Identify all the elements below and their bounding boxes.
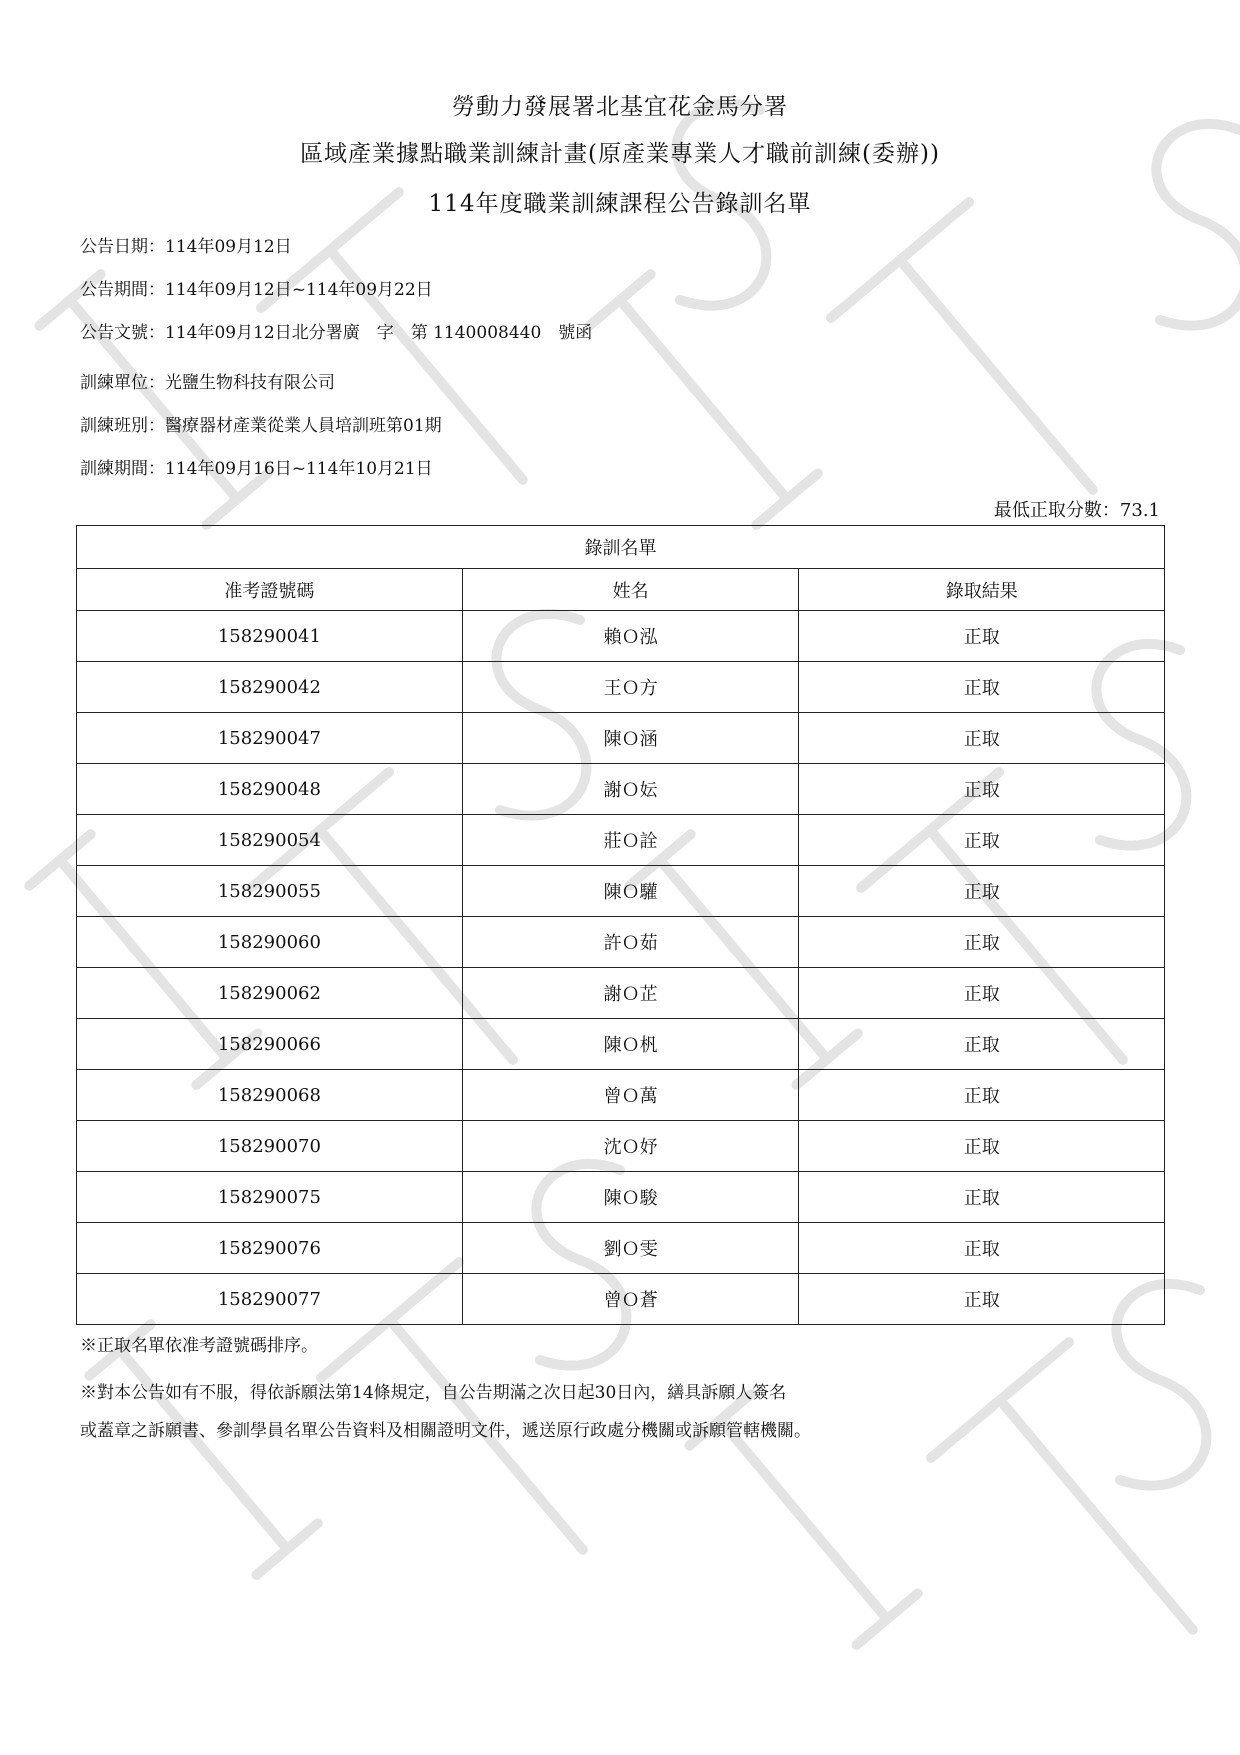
table-row (77, 1019, 1165, 1070)
appeal-note-line-1: ※對本公告如有不服，得依訴願法第14條規定，自公告期滿之次日起30日內，繕具訴願人簽名 (80, 1383, 787, 1403)
agency-title: 勞動力發展署北基宜花金馬分署 (452, 94, 788, 120)
table-row (77, 917, 1165, 968)
training-unit: 訓練單位：光鹽生物科技有限公司 (80, 373, 335, 393)
name-cell: 陳Ｏ驩 (462, 866, 799, 917)
program-title: 區域產業據點職業訓練計畫(原產業專業人才職前訓練(委辦)) (300, 141, 940, 167)
name-cell: 陳Ｏ駿 (462, 1172, 799, 1223)
name-cell: 曾Ｏ萬 (462, 1070, 799, 1121)
exam-number-cell: 158290076 (77, 1223, 463, 1274)
table-row (77, 1121, 1165, 1172)
result-cell: 正取 (799, 764, 1165, 815)
table-row (77, 1223, 1165, 1274)
minimum-score: 最低正取分數：73.1 (993, 500, 1160, 521)
table-row (77, 611, 1165, 662)
table-row (77, 1274, 1165, 1325)
table-row (77, 815, 1165, 866)
name-cell: 陳Ｏ杋 (462, 1019, 799, 1070)
exam-number-cell: 158290042 (77, 662, 463, 713)
name-cell: 謝Ｏ芷 (462, 968, 799, 1019)
training-class: 訓練班別：醫療器材產業從業人員培訓班第01期 (80, 416, 442, 436)
exam-number-cell: 158290077 (77, 1274, 463, 1325)
result-cell: 正取 (799, 611, 1165, 662)
exam-number-cell: 158290066 (77, 1019, 463, 1070)
name-cell: 莊Ｏ詮 (462, 815, 799, 866)
result-cell: 正取 (799, 1223, 1165, 1274)
result-cell: 正取 (799, 1121, 1165, 1172)
exam-number-cell: 158290075 (77, 1172, 463, 1223)
name-cell: 陳Ｏ涵 (462, 713, 799, 764)
name-cell: 沈Ｏ妤 (462, 1121, 799, 1172)
exam-number-cell: 158290054 (77, 815, 463, 866)
result-cell: 正取 (799, 713, 1165, 764)
table-row (77, 866, 1165, 917)
result-cell: 正取 (799, 662, 1165, 713)
header-exam-number: 准考證號碼 (77, 569, 463, 611)
table-row (77, 968, 1165, 1019)
result-cell: 正取 (799, 815, 1165, 866)
name-cell: 劉Ｏ雯 (462, 1223, 799, 1274)
exam-number-cell: 158290055 (77, 866, 463, 917)
training-period: 訓練期間：114年09月16日~114年10月21日 (80, 459, 433, 479)
table-row (77, 713, 1165, 764)
name-cell: 賴Ｏ泓 (462, 611, 799, 662)
result-cell: 正取 (799, 1172, 1165, 1223)
table-row (77, 764, 1165, 815)
announce-period: 公告期間：114年09月12日~114年09月22日 (80, 280, 433, 300)
exam-number-cell: 158290041 (77, 611, 463, 662)
exam-number-cell: 158290070 (77, 1121, 463, 1172)
table-row (77, 1172, 1165, 1223)
name-cell: 王Ｏ方 (462, 662, 799, 713)
name-cell: 許Ｏ茹 (462, 917, 799, 968)
exam-number-cell: 158290060 (77, 917, 463, 968)
exam-number-cell: 158290068 (77, 1070, 463, 1121)
sort-note: ※正取名單依准考證號碼排序。 (80, 1336, 318, 1356)
result-cell: 正取 (799, 866, 1165, 917)
result-cell: 正取 (799, 917, 1165, 968)
name-cell: 謝Ｏ妘 (462, 764, 799, 815)
announce-date: 公告日期：114年09月12日 (80, 237, 292, 257)
table-row (77, 1070, 1165, 1121)
exam-number-cell: 158290048 (77, 764, 463, 815)
table-row (77, 662, 1165, 713)
header-name: 姓名 (462, 569, 799, 611)
announce-reference: 公告文號：114年09月12日北分署廣 字 第 1140008440 號函 (80, 323, 593, 343)
result-cell: 正取 (799, 1019, 1165, 1070)
table-caption: 錄訓名單 (77, 526, 1165, 569)
document-title: 114年度職業訓練課程公告錄訓名單 (428, 191, 812, 217)
header-result: 錄取結果 (799, 569, 1165, 611)
result-cell: 正取 (799, 1070, 1165, 1121)
name-cell: 曾Ｏ蒼 (462, 1274, 799, 1325)
admission-table (76, 525, 1165, 1325)
appeal-note-line-2: 或蓋章之訴願書、參訓學員名單公告資料及相關證明文件，遞送原行政處分機關或訴願管轄機關。 (80, 1421, 811, 1441)
result-cell: 正取 (799, 968, 1165, 1019)
exam-number-cell: 158290062 (77, 968, 463, 1019)
exam-number-cell: 158290047 (77, 713, 463, 764)
result-cell: 正取 (799, 1274, 1165, 1325)
